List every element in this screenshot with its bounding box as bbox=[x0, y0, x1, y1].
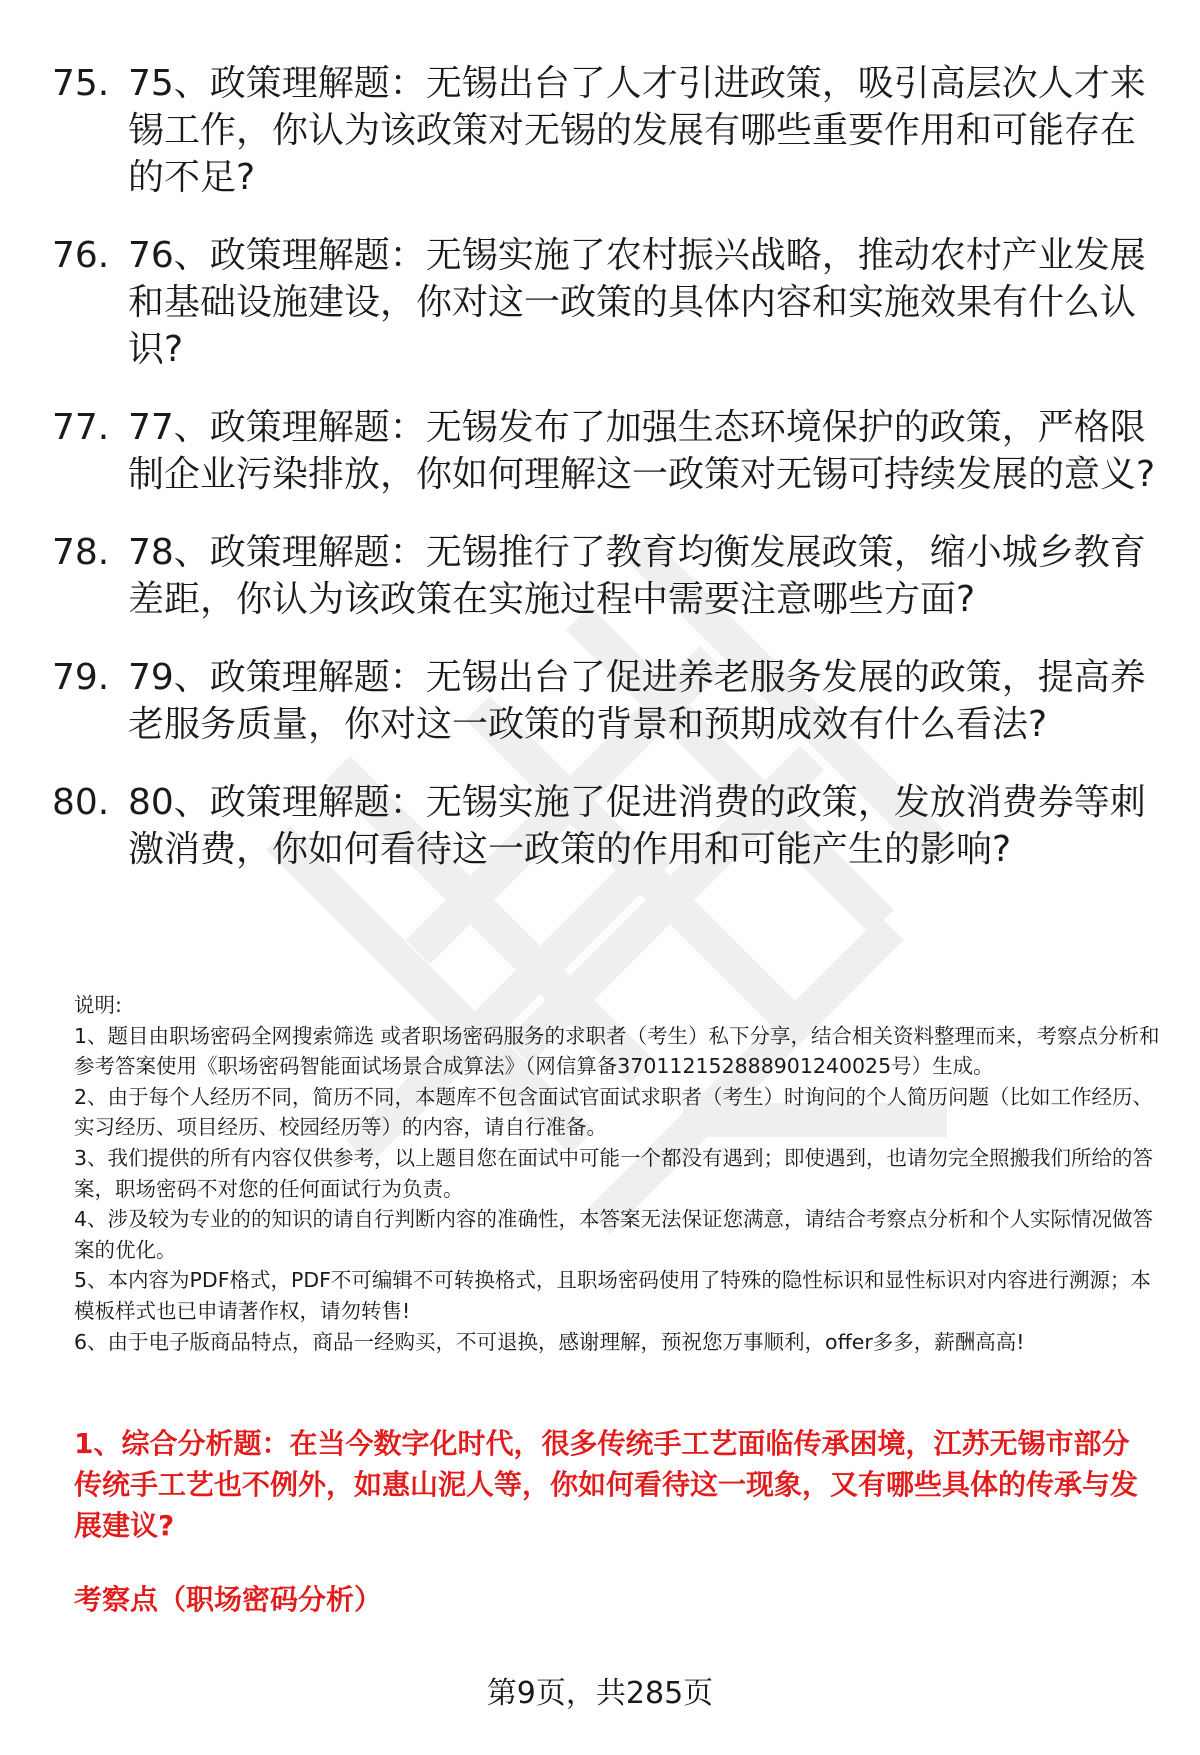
question-text: 78、政策理解题：无锡推行了教育均衡发展政策，缩小城乡教育差距，你认为该政策在实施过程中需要注意哪些方面? bbox=[128, 532, 1146, 620]
question-number: 78. bbox=[52, 532, 110, 573]
section-subheading: 考察点（职场密码分析） bbox=[74, 1583, 383, 1616]
note-item: 4、涉及较为专业的的知识的请自行判断内容的准确性，本答案无法保证您满意，请结合考察点分析和个人实际情况做答案的优化。 bbox=[74, 1207, 1154, 1262]
notes-section bbox=[74, 990, 1164, 1357]
question-text: 80、政策理解题：无锡实施了促进消费的政策，发放消费券等刺激消费，你如何看待这一政策的作用和可能产生的影响? bbox=[128, 782, 1146, 870]
note-item: 3、我们提供的所有内容仅供参考，以上题目您在面试中可能一个都没有遇到；即使遇到，也请勿完全照搬我们所给的答案，职场密码不对您的任何面试行为负责。 bbox=[74, 1145, 1154, 1201]
note-item: 6、由于电子版商品特点，商品一经购买，不可退换，感谢理解，预祝您万事顺利，offer多多，薪酬高高! bbox=[74, 1329, 1025, 1354]
question-item bbox=[52, 60, 1162, 201]
question-item bbox=[52, 404, 1162, 498]
question-item bbox=[52, 529, 1162, 623]
question-text: 77、政策理解题：无锡发布了加强生态环境保护的政策，严格限制企业污染排放，你如何理解这一政策对无锡可持续发展的意义? bbox=[128, 407, 1156, 495]
note-item: 1、题目由职场密码全网搜索筛选 或者职场密码服务的求职者（考生）私下分享，结合相关资料整理而来，考察点分析和参考答案使用《职场密码智能面试场景合成算法》（网信算备370112152888901240025号）生成。 bbox=[74, 1023, 1160, 1079]
note-item: 2、由于每个人经历不同，简历不同，本题库不包含面试官面试求职者（考生）时询问的个人简历问题（比如工作经历、实习经历、项目经历、校园经历等）的内容，请自行准备。 bbox=[74, 1084, 1154, 1140]
notes-title: 说明: bbox=[74, 993, 122, 1017]
question-text: 75、政策理解题：无锡出台了人才引进政策，吸引高层次人才来锡工作，你认为该政策对无锡的发展有哪些重要作用和可能存在的不足? bbox=[128, 63, 1146, 198]
question-number: 80. bbox=[52, 782, 110, 823]
question-item bbox=[52, 779, 1162, 873]
question-list bbox=[52, 60, 1162, 904]
question-number: 77. bbox=[52, 407, 110, 448]
question-item bbox=[52, 654, 1162, 748]
note-item: 5、本内容为PDF格式，PDF不可编辑不可转换格式，且职场密码使用了特殊的隐性标识和显性标识对内容进行溯源；本模板样式也已申请著作权，请勿转售! bbox=[74, 1268, 1151, 1323]
question-item bbox=[52, 232, 1162, 373]
page-number: 第9页，共285页 bbox=[486, 1676, 714, 1711]
question-text: 76、政策理解题：无锡实施了农村振兴战略，推动农村产业发展和基础设施建设，你对这一政策的具体内容和实施效果有什么认识? bbox=[128, 235, 1146, 370]
question-number: 75. bbox=[52, 63, 110, 104]
question-number: 76. bbox=[52, 235, 110, 276]
question-number: 79. bbox=[52, 657, 110, 698]
section-question: 1、综合分析题：在当今数字化时代，很多传统手工艺面临传承困境，江苏无锡市部分传统手工艺也不例外，如惠山泥人等，你如何看待这一现象，又有哪些具体的传承与发展建议? bbox=[74, 1427, 1139, 1542]
question-text: 79、政策理解题：无锡出台了促进养老服务发展的政策，提高养老服务质量，你对这一政策的背景和预期成效有什么看法? bbox=[128, 657, 1146, 745]
